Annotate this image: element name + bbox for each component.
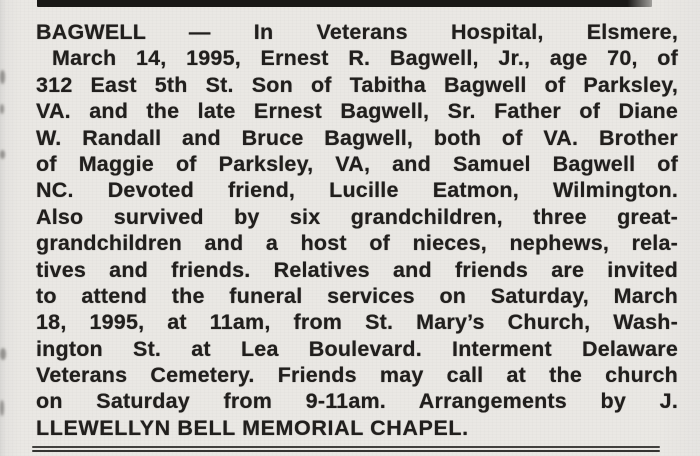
paper-smudge (0, 104, 4, 114)
obituary-line: LLEWELLYN BELL MEMORIAL CHAPEL. (36, 415, 469, 440)
paper-smudge (0, 348, 6, 360)
obituary-article (36, 19, 678, 441)
obituary-line: BAGWELL — In Veterans Hospital, Elsmere, (36, 20, 678, 44)
obituary-line: VA. and the late Ernest Bagwell, Sr. Father of Diane (36, 99, 678, 124)
top-rule-divider (37, 0, 652, 7)
paper-smudge (0, 400, 4, 416)
obituary-line: tives and friends. Relatives and friends are invited (36, 257, 678, 282)
obituary-line: NC. Devoted friend, Lucille Eatmon, Wilmington. (36, 178, 678, 203)
obituary-line: 312 East 5th St. Son of Tabitha Bagwell of Parksley, (36, 72, 678, 97)
obituary-line: ington St. at Lea Boulevard. Interment Delaware (36, 336, 678, 361)
paper-smudge (0, 70, 5, 84)
obituary-line: grandchildren and a host of nieces, nephews, rela- (36, 231, 678, 256)
bottom-double-rule (32, 446, 660, 452)
obituary-line: of Maggie of Parksley, VA, and Samuel Bagwell of (36, 151, 678, 176)
bottom-rule-bottom-line (32, 450, 660, 453)
obituary-line: 18, 1995, at 11am, from St. Mary’s Church, Wash- (36, 310, 678, 335)
obituary-line: Also survived by six grandchildren, three great- (36, 204, 678, 229)
paper-smudge (0, 150, 5, 159)
obituary-line: March 14, 1995, Ernest R. Bagwell, Jr., age 70, of (52, 46, 678, 71)
obituary-line: on Saturday from 9-11am. Arrangements by J. (36, 389, 678, 414)
obituary-line: to attend the funeral services on Saturday, March (36, 283, 678, 308)
obituary-line: W. Randall and Bruce Bagwell, both of VA. Brother (36, 125, 678, 150)
bottom-rule-top-line (32, 446, 660, 448)
obituary-line: Veterans Cemetery. Friends may call at the church (36, 363, 678, 388)
